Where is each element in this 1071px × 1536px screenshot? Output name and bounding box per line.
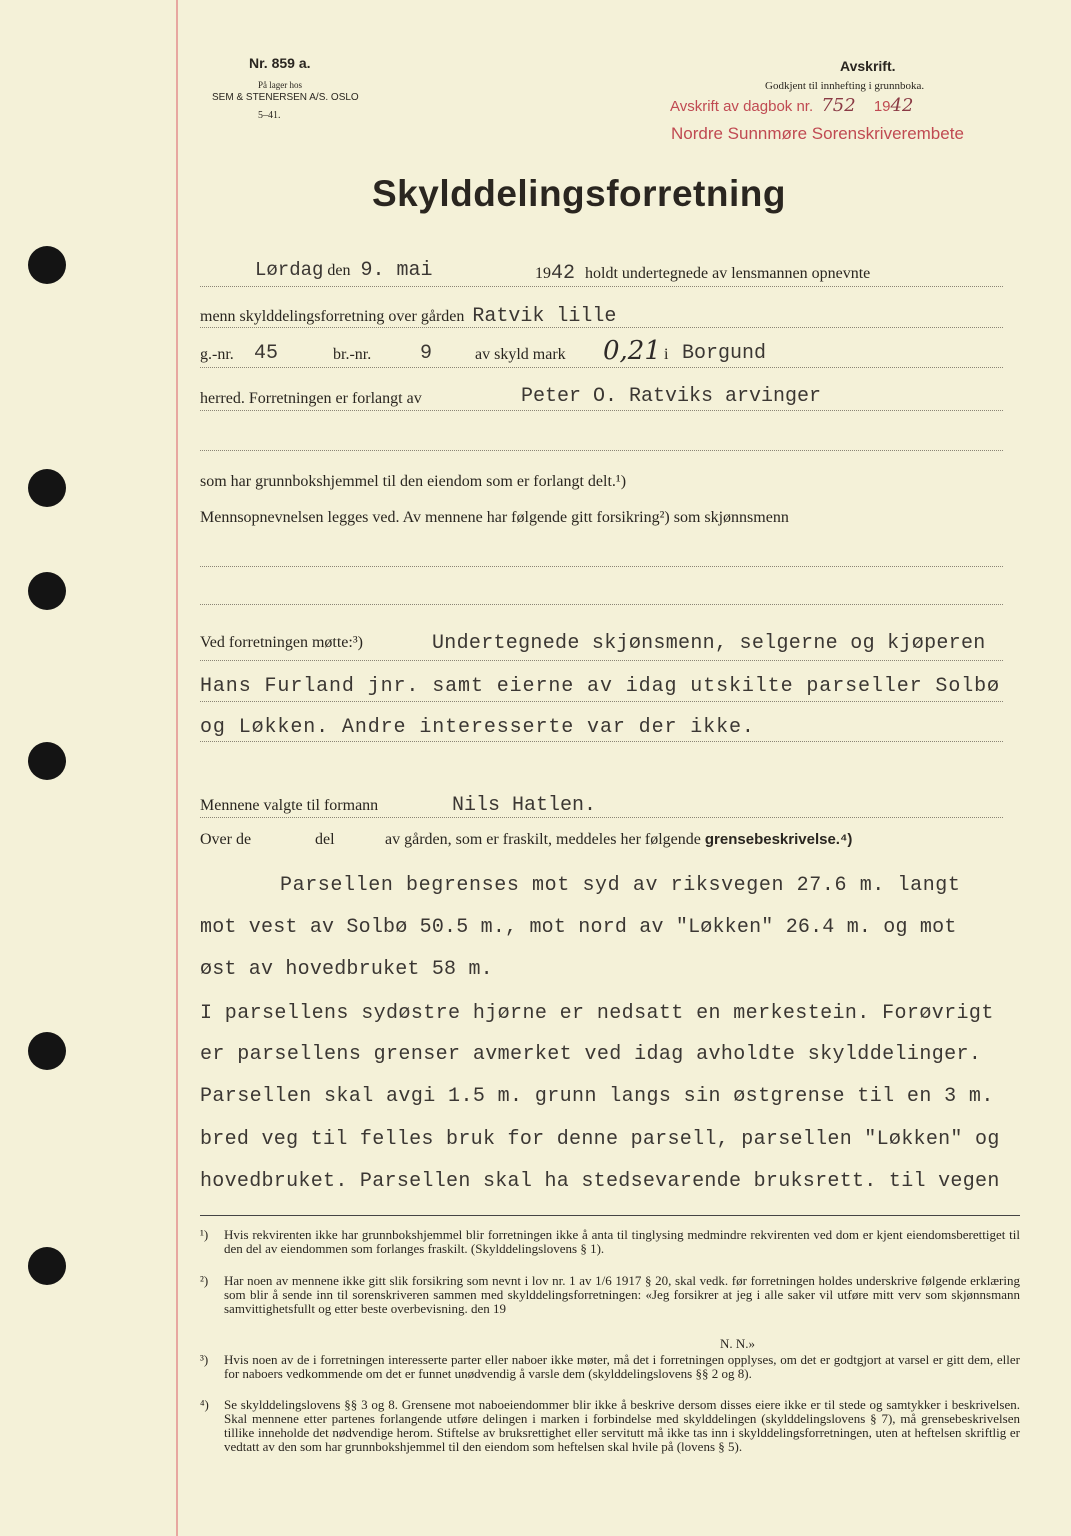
footnote-text: Hvis noen av de i forretningen interesserte parter eller naboer ikke møter, må det i forretningen opplyses, om det er godtgjort at varsel er gitt dem, eller for naboers vedkommende om det er funnet unødvendig å varsle dem (skylddelingslovens §§ 2 og 8).: [224, 1352, 1020, 1381]
footnote: [200, 1398, 1020, 1484]
bnr-value: 9: [420, 342, 433, 365]
gnr-label: g.-nr.: [200, 346, 234, 363]
fill-line: [200, 817, 1003, 818]
punch-hole: [28, 469, 66, 507]
stamp-title: Avskrift.: [840, 58, 896, 74]
footnote: [200, 1274, 1020, 1332]
footnote: [200, 1228, 1020, 1272]
fill-line: [200, 327, 1003, 328]
fill-line: [200, 450, 1003, 451]
fill-line: [200, 660, 1003, 661]
intro-line1-rest: holdt undertegnede av lensmannen opnevnte: [585, 265, 871, 282]
boundary-line: I parsellens sydøstre hjørne er nedsatt en merkestein. Forøvrigt: [200, 1002, 994, 1025]
form-number: Nr. 859 a.: [249, 55, 311, 71]
footnote-number: ³): [200, 1352, 209, 1367]
footnote-text: Har noen av mennene ikke gitt slik forsikring som nevnt i lov nr. 1 av 1/6 1917 § 20, skal vedk. før forretningen holdes underskrive følgende erklæring som blir å sende inn til sorenskriveren sammen med skylddelingsforretningen: «Jeg forsikrer at jeg i alle saker vil utføre mitt verv som skjønnsmann samvittighetsfullt og etter beste overbevisning. den 19: [224, 1273, 1020, 1316]
fill-line: [200, 286, 1003, 287]
publisher-line: 5–41.: [258, 110, 281, 121]
stamp-journal-prefix: Avskrift av dagbok nr.: [670, 98, 814, 115]
insurance-line: Mennsopnevnelsen legges ved. Av mennene har følgende gitt forsikring²) som skjønnsmenn: [200, 509, 789, 526]
stamp-approval: Godkjent til innhefting i grunnboka.: [765, 80, 925, 92]
municipality: Borgund: [682, 342, 767, 365]
boundary-line: Parsellen skal avgi 1.5 m. grunn langs sin østgrense til en 3 m.: [200, 1085, 994, 1108]
attendance-line-1: Undertegnede skjønsmenn, selgerne og kjøperen: [432, 632, 986, 655]
fill-line: [200, 701, 1003, 702]
fill-line: [200, 410, 1003, 411]
requested-by-label: herred. Forretningen er forlangt av: [200, 390, 422, 407]
chairman-label: Mennene valgte til formann: [200, 797, 379, 814]
boundary-del-label: del: [315, 831, 335, 848]
publisher-line: SEM & STENERSEN A/S. OSLO: [212, 92, 359, 103]
attendance-label: Ved forretningen møtte:³): [200, 634, 363, 651]
intro-line-1: [255, 259, 433, 282]
red-margin-line: [176, 0, 178, 1536]
stamp-journal: [670, 95, 913, 116]
intro-year: [535, 262, 870, 285]
document-title: Skylddelingsforretning: [372, 173, 786, 214]
punch-hole: [28, 1032, 66, 1070]
in-label: i: [664, 346, 669, 363]
requester: Peter O. Ratviks arvinger: [521, 385, 822, 408]
farm-label: menn skylddelingsforretning over gården: [200, 308, 465, 325]
journal-number: 752: [821, 95, 856, 116]
boundary-line: Parsellen begrenses mot syd av riksvegen 27.6 m. langt: [280, 874, 961, 897]
boundary-intro-text: [385, 831, 852, 849]
boundary-line: bred veg til felles bruk for denne parsell, parsellen "Løkken" og: [200, 1128, 1000, 1151]
boundary-heading: grensebeskrivelse.⁴): [704, 831, 853, 848]
gnr-value: 45: [254, 342, 279, 365]
den-label: den: [327, 262, 351, 279]
fill-line: [200, 566, 1003, 567]
footnote-number: ¹): [200, 1227, 209, 1242]
boundary-line: mot vest av Solbø 50.5 m., mot nord av "Løkken" 26.4 m. og mot: [200, 916, 957, 939]
footnote-text: Se skylddelingslovens §§ 3 og 8. Grensene mot naboeiendommer blir ikke å beskrive dersom disses eiere ikke er til stede og samtykker i beskrivelsen. Skal mennene etter partenes forlangende utføre delingen i marken i forbindelse med skylddelingen (skylddelingslovens § 7), må grensebeskrivelsen tillike inneholde det nødvendige herom. Stiftelse av bruksrettighet eller servitutt må ikke tas inn i skylddelingsforretningen, uten at heftelsen skriftlig er vedtatt av den som har grunnbokshjemmel til den eiendom som heftelsen skal hvile på (lovens § 5).: [224, 1397, 1020, 1454]
footnote-signature-text: N. N.»: [720, 1336, 756, 1351]
fill-line: [200, 367, 1003, 368]
weekday: Lørdag: [255, 259, 324, 281]
skyld-value: 0,21: [603, 336, 661, 366]
boundary-over-label: Over de: [200, 831, 252, 848]
fill-line: [200, 741, 1003, 742]
stamp-year-prefix: 19: [873, 98, 891, 115]
boundary-line: hovedbruket. Parsellen skal ha stedsevarende bruksrett. til vegen: [200, 1170, 1000, 1193]
farm-name: Ratvik lille: [472, 305, 617, 328]
skyld-label: av skyld mark: [475, 346, 566, 363]
fill-line: [200, 604, 1003, 605]
ownership-line: som har grunnbokshjemmel til den eiendom som er forlangt delt.¹): [200, 473, 627, 490]
intro-year-suffix: 42: [551, 262, 576, 285]
footnote-number: ⁴): [200, 1397, 209, 1412]
footnote-signature: [200, 1337, 1020, 1351]
punch-hole: [28, 246, 66, 284]
date-day: 9. mai: [360, 259, 433, 282]
punch-hole: [28, 572, 66, 610]
boundary-line: øst av hovedbruket 58 m.: [200, 958, 493, 981]
intro-year-prefix: 19: [535, 265, 551, 282]
intro-line-2: [200, 305, 616, 328]
footnote-rule: [200, 1215, 1020, 1216]
boundary-line: er parsellens grenser avmerket ved idag avholdte skylddelinger.: [200, 1043, 982, 1066]
punch-hole: [28, 742, 66, 780]
chairman-name: Nils Hatlen.: [452, 794, 597, 817]
publisher-line: På lager hos: [258, 80, 302, 90]
stamp-office: Nordre Sunnmøre Sorenskriverembete: [671, 124, 964, 143]
footnote-text: Hvis rekvirenten ikke har grunnbokshjemmel blir forretningen ikke å anta til tinglysing medmindre rekvirenten ved dom er kjent eiendomsberettiget til den del av eiendommen som forlanges fraskilt. (Skylddelingslovens § 1).: [224, 1227, 1020, 1256]
footnote-number: ²): [200, 1273, 209, 1288]
footnote: [200, 1353, 1020, 1397]
stamp-year: 42: [890, 95, 914, 116]
attendance-line-2: Hans Furland jnr. samt eierne av idag utskilte parseller Solbø: [200, 675, 1000, 698]
boundary-intro-part: av gården, som er fraskilt, meddeles her følgende: [385, 831, 701, 848]
attendance-line-3: og Løkken. Andre interesserte var der ikke.: [200, 716, 755, 739]
bnr-label: br.-nr.: [333, 346, 372, 363]
punch-hole: [28, 1247, 66, 1285]
